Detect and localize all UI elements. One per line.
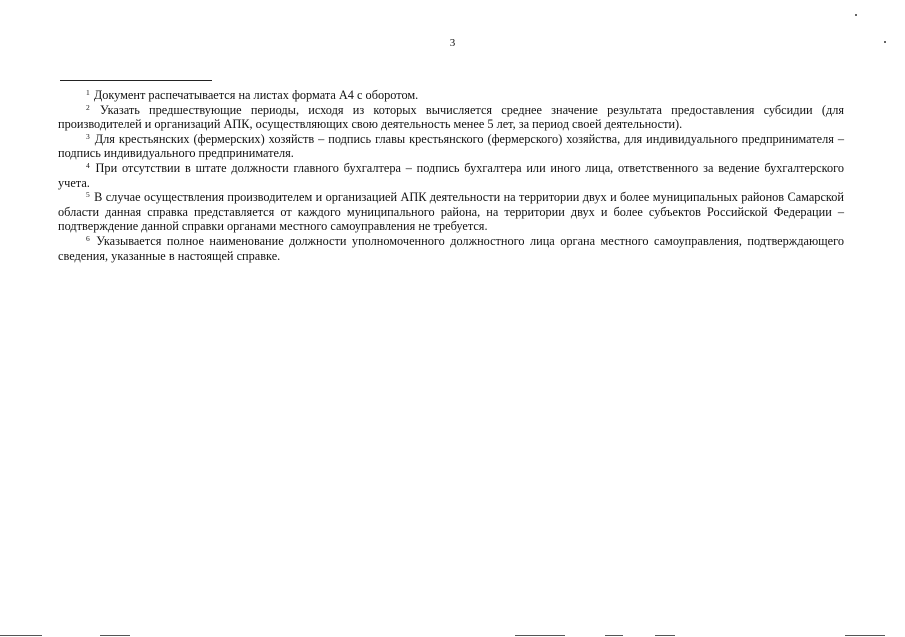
scan-speck — [884, 41, 886, 43]
footnote-6 — [58, 234, 844, 263]
footnote-separator — [60, 80, 212, 81]
footnote-text: Документ распечатывается на листах формата А4 с оборотом. — [93, 88, 419, 102]
footnote-5 — [58, 190, 844, 234]
scan-edge-mark — [0, 635, 42, 636]
footnote-2 — [58, 103, 844, 132]
scan-edge-mark — [605, 635, 623, 636]
page-number: 3 — [449, 37, 456, 49]
footnote-mark: 1 — [86, 88, 90, 97]
scan-edge-mark — [845, 635, 885, 636]
scan-edge-mark — [100, 635, 130, 636]
footnote-text: При отсутствии в штате должности главного бухгалтера – подпись бухгалтера или иного лица, ответственного за ведение бухгалтерского учета. — [58, 160, 845, 190]
scan-speck — [855, 14, 857, 16]
footnote-mark: 2 — [86, 102, 90, 112]
footnote-text: Указывается полное наименование должности уполномоченного должностного лица органа местного самоуправления, подтверждающего сведения, указанные в настоящей справке. — [58, 233, 844, 263]
footnote-3 — [58, 132, 844, 161]
footnote-mark: 6 — [86, 233, 90, 243]
footnote-text: В случае осуществления производителем и организацией АПК деятельности на территории двух и более муниципальных районов Самарской области данная справка представляется от каждого муниципального района, на территории двух и более субъектов Российской Федерации – подтверждение данной справки органами местного самоуправления не требуется. — [58, 190, 844, 234]
footnote-mark: 3 — [86, 131, 90, 141]
footnotes-section — [58, 88, 844, 263]
scan-edge-mark — [655, 635, 675, 636]
footnote-1 — [58, 88, 844, 103]
footnote-mark: 4 — [86, 160, 90, 170]
scan-edge-mark — [515, 635, 565, 636]
footnote-text: Для крестьянских (фермерских) хозяйств – подпись главы крестьянского (фермерского) хозяйства, для индивидуального предпринимателя – подпись индивидуального предпринимателя. — [58, 131, 844, 161]
footnote-text: Указать предшествующие периоды, исходя из которых вычисляется среднее значение результата предоставления субсидии (для производителей и организаций АПК, осуществляющих свою деятельность менее 5 лет, за период своей деятельности). — [58, 102, 845, 132]
footnote-mark: 5 — [86, 190, 90, 200]
footnote-4 — [58, 161, 844, 190]
